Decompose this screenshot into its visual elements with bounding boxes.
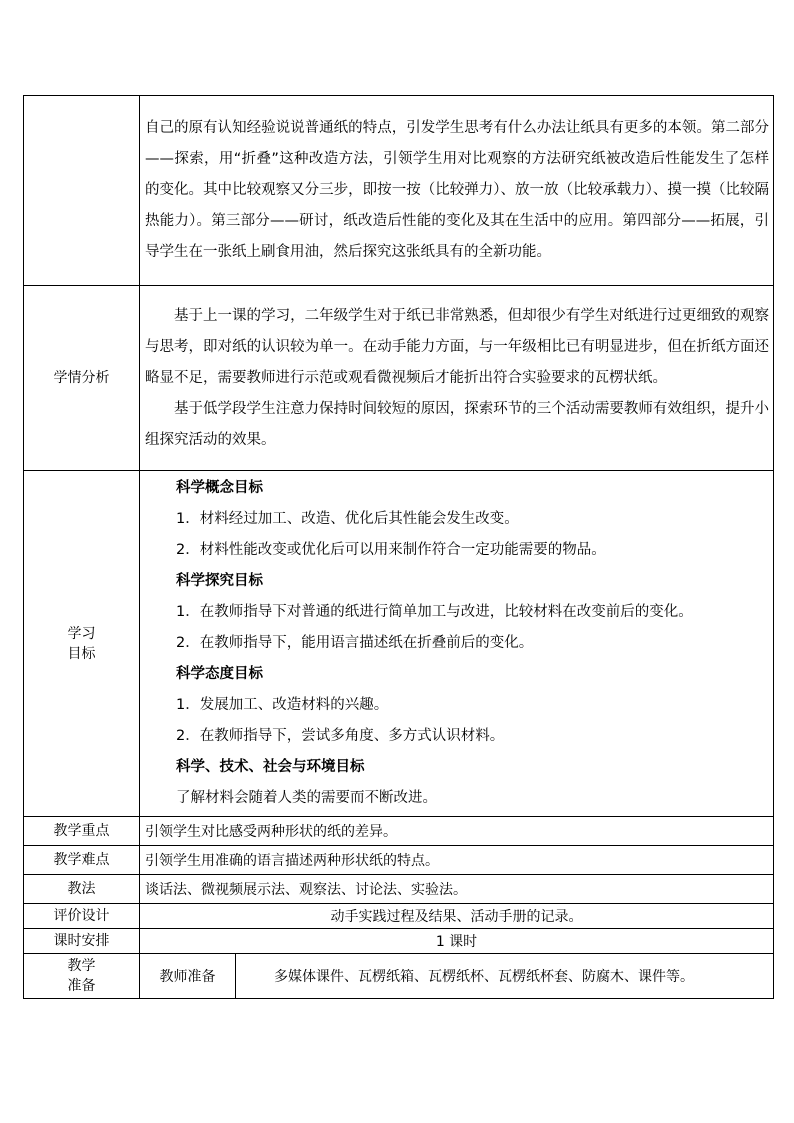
- key-point-value: 引领学生对比感受两种形状的纸的差异。: [140, 817, 774, 846]
- intro-paragraph: 自己的原有认知经验说说普通纸的特点，引发学生思考有什么办法让纸具有更多的本领。第二部分——探索，用“折叠”这种改造方法，引领学生用对比观察的方法研究纸被改造后性能发生了怎样的变化。其中比较观察又分三步，即按一按（比较弹力）、放一放（比较承载力）、摸一摸（比较隔热能力）。第三部分——研讨，纸改造后性能的变化及其在生活中的应用。第四部分——拓展，引导学生在一张纸上刷食用油，然后探究这张纸具有的全新功能。: [145, 120, 769, 260]
- learning-goals-cell: [140, 471, 774, 817]
- attitude-goal-1: 1．发展加工、改造材料的兴趣。: [176, 697, 389, 713]
- teacher-prep-value: 多媒体课件、瓦楞纸箱、瓦楞纸杯、瓦楞纸杯套、防腐木、课件等。: [274, 969, 694, 985]
- intro-cell: [140, 96, 774, 286]
- evaluation-value: 动手实践过程及结果、活动手册的记录。: [140, 904, 774, 929]
- methods-label: 教法: [24, 875, 140, 904]
- schedule-label: 课时安排: [24, 929, 140, 954]
- preparation-row: [24, 954, 774, 999]
- difficulty-value: 引领学生用准确的语言描述两种形状纸的特点。: [140, 846, 774, 875]
- difficulty-label: 教学难点: [24, 846, 140, 875]
- difficulty-row: [24, 846, 774, 875]
- intro-label-cell: [24, 96, 140, 286]
- learning-goals-row: [24, 471, 774, 817]
- learning-goals-label-line-2: 目标: [67, 645, 96, 662]
- preparation-label-line-1: 教学: [67, 958, 96, 974]
- stse-goal-title: 科学、技术、社会与环境目标: [176, 759, 365, 775]
- attitude-goal-title: 科学态度目标: [176, 666, 263, 682]
- concept-goal-title: 科学概念目标: [176, 480, 263, 496]
- preparation-subtable: [140, 954, 773, 998]
- schedule-row: [24, 929, 774, 954]
- student-analysis-paragraph-1: 基于上一课的学习，二年级学生对于纸已非常熟悉，但却很少有学生对纸进行过更细致的观察与思考，即对纸的认识较为单一。在动手能力方面，与一年级相比已有明显进步，但在折纸方面还略显不足，需要教师进行示范或观看微视频后才能折出符合实验要求的瓦楞状纸。: [145, 307, 769, 386]
- intro-row: [24, 96, 774, 286]
- student-analysis-cell: [140, 286, 774, 471]
- key-point-label: 教学重点: [24, 817, 140, 846]
- inquiry-goal-2: 2．在教师指导下，能用语言描述纸在折叠前后的变化。: [176, 635, 534, 651]
- student-analysis-label: 学情分析: [24, 286, 140, 471]
- methods-value: 谈话法、微视频展示法、观察法、讨论法、实验法。: [140, 875, 774, 904]
- learning-goals-label: [24, 471, 140, 817]
- concept-goal-1: 1．材料经过加工、改造、优化后其性能会发生改变。: [176, 511, 519, 527]
- learning-goals-label-line-1: 学习: [67, 625, 96, 642]
- student-analysis-row: [24, 286, 774, 471]
- concept-goal-2: 2．材料性能改变或优化后可以用来制作符合一定功能需要的物品。: [176, 542, 606, 558]
- evaluation-label: 评价设计: [24, 904, 140, 929]
- key-point-row: [24, 817, 774, 846]
- teacher-prep-label: 教师准备: [140, 954, 236, 998]
- schedule-value: 1 课时: [140, 929, 774, 954]
- inquiry-goal-title: 科学探究目标: [176, 573, 263, 589]
- preparation-cell: [140, 954, 774, 999]
- evaluation-row: [24, 904, 774, 929]
- lesson-plan-table: [23, 95, 774, 999]
- stse-goal-1: 了解材料会随着人类的需要而不断改进。: [176, 790, 437, 806]
- preparation-label: [24, 954, 140, 999]
- methods-row: [24, 875, 774, 904]
- attitude-goal-2: 2．在教师指导下，尝试多角度、多方式认识材料。: [176, 728, 505, 744]
- student-analysis-paragraph-2: 基于低学段学生注意力保持时间较短的原因，探索环节的三个活动需要教师有效组织，提升小组探究活动的效果。: [145, 400, 769, 448]
- inquiry-goal-1: 1．在教师指导下对普通的纸进行简单加工与改进，比较材料在改变前后的变化。: [176, 604, 693, 620]
- preparation-label-line-2: 准备: [67, 978, 96, 994]
